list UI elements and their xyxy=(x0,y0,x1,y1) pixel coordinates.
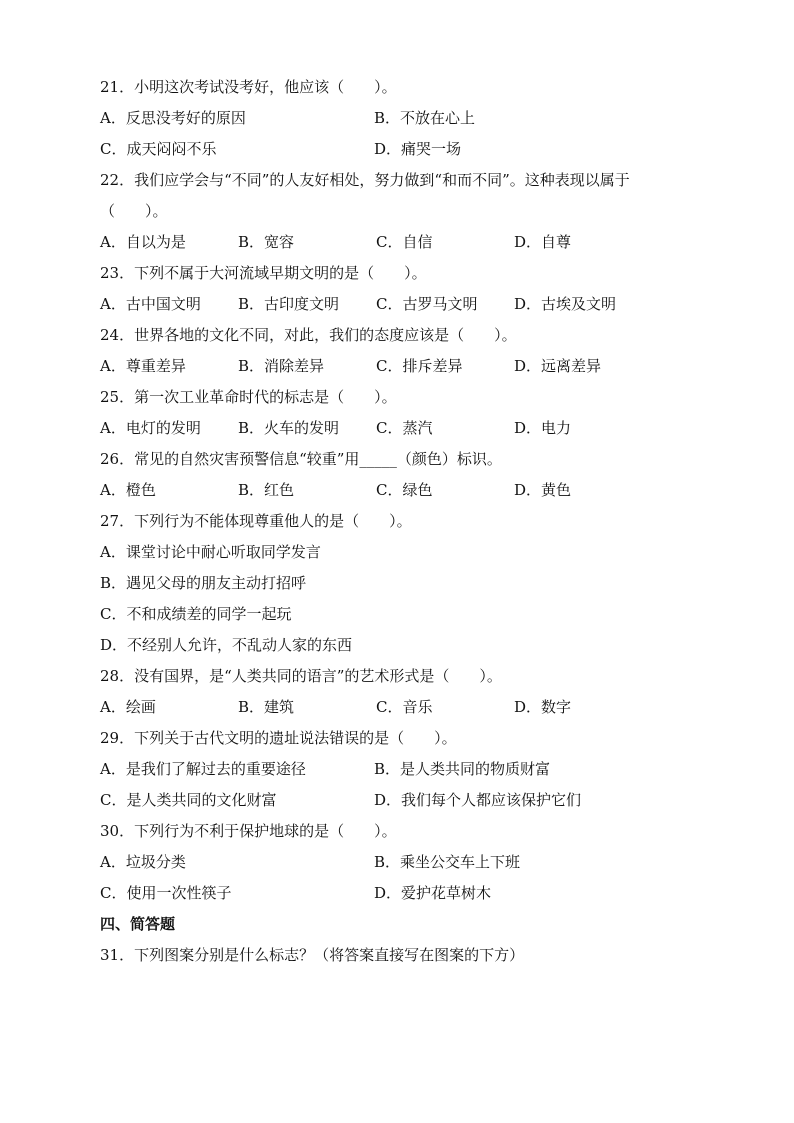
option-d: D．数字 xyxy=(514,698,572,716)
option-a: A．绘画 xyxy=(100,698,156,716)
option-a: A．自以为是 xyxy=(100,233,186,251)
option-a: A．电灯的发明 xyxy=(100,419,201,437)
question-31-stem: 31．下列图案分别是什么标志？（将答案直接写在图案的下方） xyxy=(100,946,525,964)
option-c: C．不和成绩差的同学一起玩 xyxy=(100,605,292,623)
option-d: D．古埃及文明 xyxy=(514,295,617,313)
option-b: B．红色 xyxy=(238,481,295,499)
option-c: C．自信 xyxy=(376,233,433,251)
exam-page xyxy=(100,72,700,971)
question-27-stem: 27．下列行为不能体现尊重他人的是（ ）。 xyxy=(100,512,412,530)
question-28-stem: 28．没有国界，是“人类共同的语言”的艺术形式是（ ）。 xyxy=(100,667,502,685)
question-29-options-row2 xyxy=(100,785,700,816)
question-30-options-row2 xyxy=(100,878,700,909)
option-b: B．火车的发明 xyxy=(238,419,340,437)
question-23-options xyxy=(100,289,700,320)
question-24-options xyxy=(100,351,700,382)
question-21-options-row1 xyxy=(100,103,700,134)
question-30-stem: 30．下列行为不利于保护地球的是（ ）。 xyxy=(100,822,397,840)
question-22-options xyxy=(100,227,700,258)
section-title: 四、简答题 xyxy=(100,915,176,933)
question-28-options xyxy=(100,692,700,723)
option-d: D．爱护花草树木 xyxy=(374,884,492,902)
option-d: D．不经别人允许，不乱动人家的东西 xyxy=(100,636,353,654)
option-d: D．痛哭一场 xyxy=(374,140,462,158)
option-b: B．宽容 xyxy=(238,233,295,251)
option-a: A．尊重差异 xyxy=(100,357,186,375)
option-b: B．消除差异 xyxy=(238,357,325,375)
option-b: B．古印度文明 xyxy=(238,295,340,313)
option-a: A．垃圾分类 xyxy=(100,853,186,871)
question-21-stem: 21．小明这次考试没考好，他应该（ ）。 xyxy=(100,78,397,96)
option-a: A．橙色 xyxy=(100,481,156,499)
option-a: A．是我们了解过去的重要途径 xyxy=(100,760,306,778)
option-a: A．反思没考好的原因 xyxy=(100,109,246,127)
option-a: A．课堂讨论中耐心听取同学发言 xyxy=(100,543,321,561)
question-29-options-row1 xyxy=(100,754,700,785)
option-c: C．成天闷闷不乐 xyxy=(100,140,217,158)
question-25-stem: 25．第一次工业革命时代的标志是（ ）。 xyxy=(100,388,397,406)
question-22-stem-continued: （ ）。 xyxy=(100,202,168,220)
option-c: C．音乐 xyxy=(376,698,433,716)
option-c: C．蒸汽 xyxy=(376,419,433,437)
question-23-stem: 23．下列不属于大河流域早期文明的是（ ）。 xyxy=(100,264,427,282)
option-b: B．建筑 xyxy=(238,698,295,716)
option-d: D．黄色 xyxy=(514,481,572,499)
option-d: D．电力 xyxy=(514,419,572,437)
option-b: B．乘坐公交车上下班 xyxy=(374,853,521,871)
option-d: D．我们每个人都应该保护它们 xyxy=(374,791,582,809)
question-26-stem: 26．常见的自然灾害预警信息“较重”用_____（颜色）标识。 xyxy=(100,450,502,468)
question-30-options-row1 xyxy=(100,847,700,878)
question-24-stem: 24．世界各地的文化不同，对此，我们的态度应该是（ ）。 xyxy=(100,326,517,344)
question-29-stem: 29．下列关于古代文明的遗址说法错误的是（ ）。 xyxy=(100,729,457,747)
option-c: C．古罗马文明 xyxy=(376,295,478,313)
option-d: D．远离差异 xyxy=(514,357,602,375)
question-26-options xyxy=(100,475,700,506)
option-b: B．遇见父母的朋友主动打招呼 xyxy=(100,574,307,592)
question-25-options xyxy=(100,413,700,444)
option-b: B．是人类共同的物质财富 xyxy=(374,760,551,778)
option-c: C．使用一次性筷子 xyxy=(100,884,232,902)
option-b: B．不放在心上 xyxy=(374,109,476,127)
question-22-stem: 22．我们应学会与“不同”的人友好相处，努力做到“和而不同”。这种表现以属于 xyxy=(100,171,630,189)
option-d: D．自尊 xyxy=(514,233,572,251)
option-c: C．是人类共同的文化财富 xyxy=(100,791,277,809)
option-c: C．排斥差异 xyxy=(376,357,463,375)
option-a: A．古中国文明 xyxy=(100,295,201,313)
question-21-options-row2 xyxy=(100,134,700,165)
option-c: C．绿色 xyxy=(376,481,433,499)
